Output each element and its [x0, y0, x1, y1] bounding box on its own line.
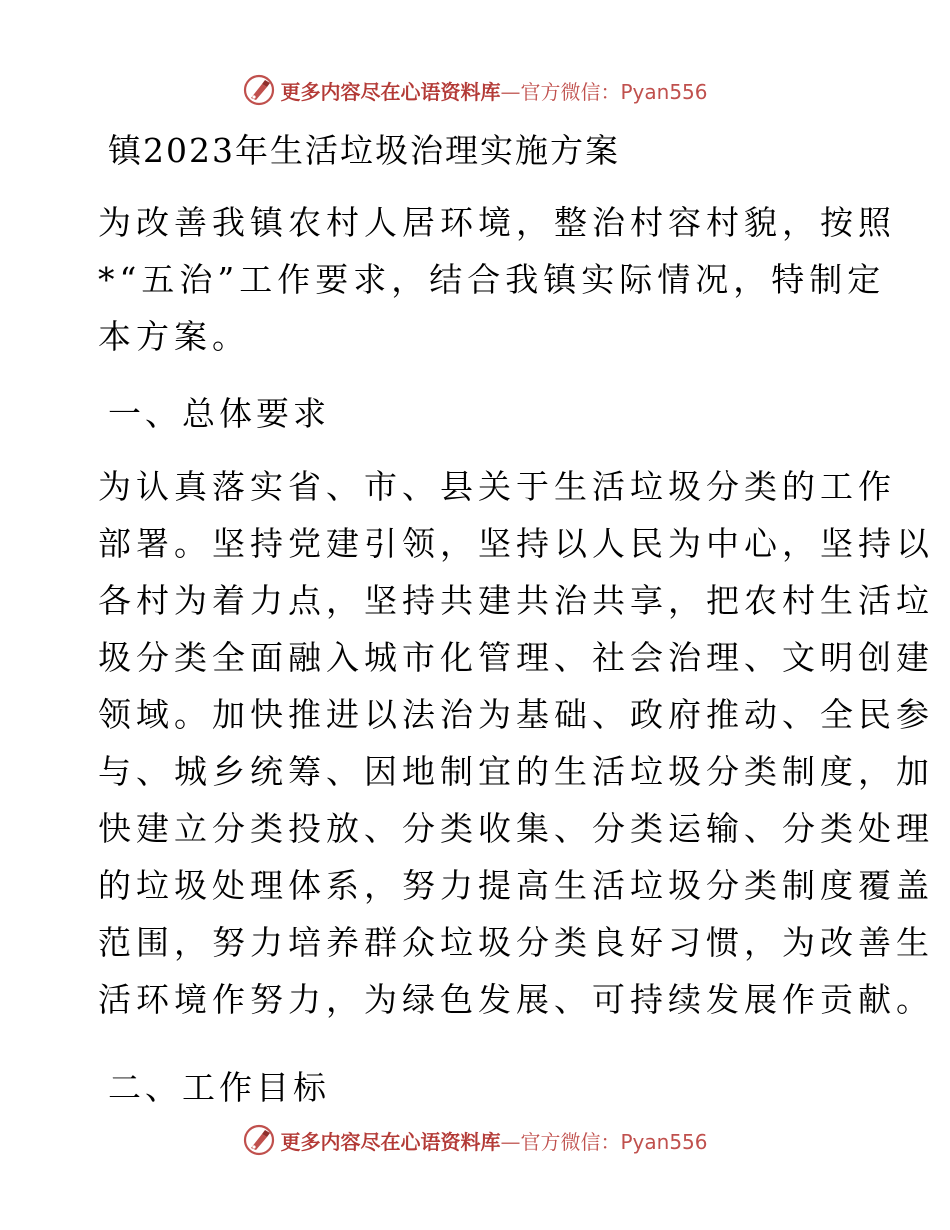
watermark-text: 更多内容尽在心语资料库—官方微信：Pyan556 — [280, 1129, 708, 1154]
pen-nib-logo-icon — [242, 1123, 276, 1157]
watermark-text: 更多内容尽在心语资料库—官方微信：Pyan556 — [280, 79, 708, 104]
paragraph-line: 圾分类全面融入城市化管理、社会治理、文明创建 — [98, 638, 934, 677]
watermark-banner-top — [0, 70, 950, 110]
intro-paragraph — [98, 194, 896, 365]
paragraph-line: 的垃圾处理体系，努力提高生活垃圾分类制度覆盖 — [98, 866, 934, 905]
section1-paragraph — [98, 458, 934, 1028]
paragraph-line: 本方案。 — [98, 317, 250, 356]
pen-nib-logo-icon — [242, 73, 276, 107]
paragraph-line: 为认真落实省、市、县关于生活垃圾分类的工作 — [98, 467, 896, 506]
paragraph-line: 与、城乡统筹、因地制宜的生活垃圾分类制度，加 — [98, 752, 934, 791]
document-title: 镇2023年生活垃圾治理实施方案 — [108, 131, 620, 170]
section-heading-2: 二、工作目标 — [108, 1068, 330, 1107]
paragraph-line: 部署。坚持党建引领，坚持以人民为中心，坚持以 — [98, 524, 934, 563]
paragraph-line: 活环境作努力，为绿色发展、可持续发展作贡献。 — [98, 980, 934, 1019]
paragraph-line: 领域。加快推进以法治为基础、政府推动、全民参 — [98, 695, 934, 734]
watermark-banner-bottom — [0, 1120, 950, 1160]
section-heading-1: 一、总体要求 — [108, 394, 330, 433]
paragraph-line: *“五治”工作要求，结合我镇实际情况，特制定 — [98, 260, 886, 299]
paragraph-line: 各村为着力点，坚持共建共治共享，把农村生活垃 — [98, 581, 934, 620]
paragraph-line: 范围，努力培养群众垃圾分类良好习惯，为改善生 — [98, 923, 934, 962]
paragraph-line: 为改善我镇农村人居环境，整治村容村貌，按照 — [98, 203, 896, 242]
paragraph-line: 快建立分类投放、分类收集、分类运输、分类处理 — [98, 809, 934, 848]
